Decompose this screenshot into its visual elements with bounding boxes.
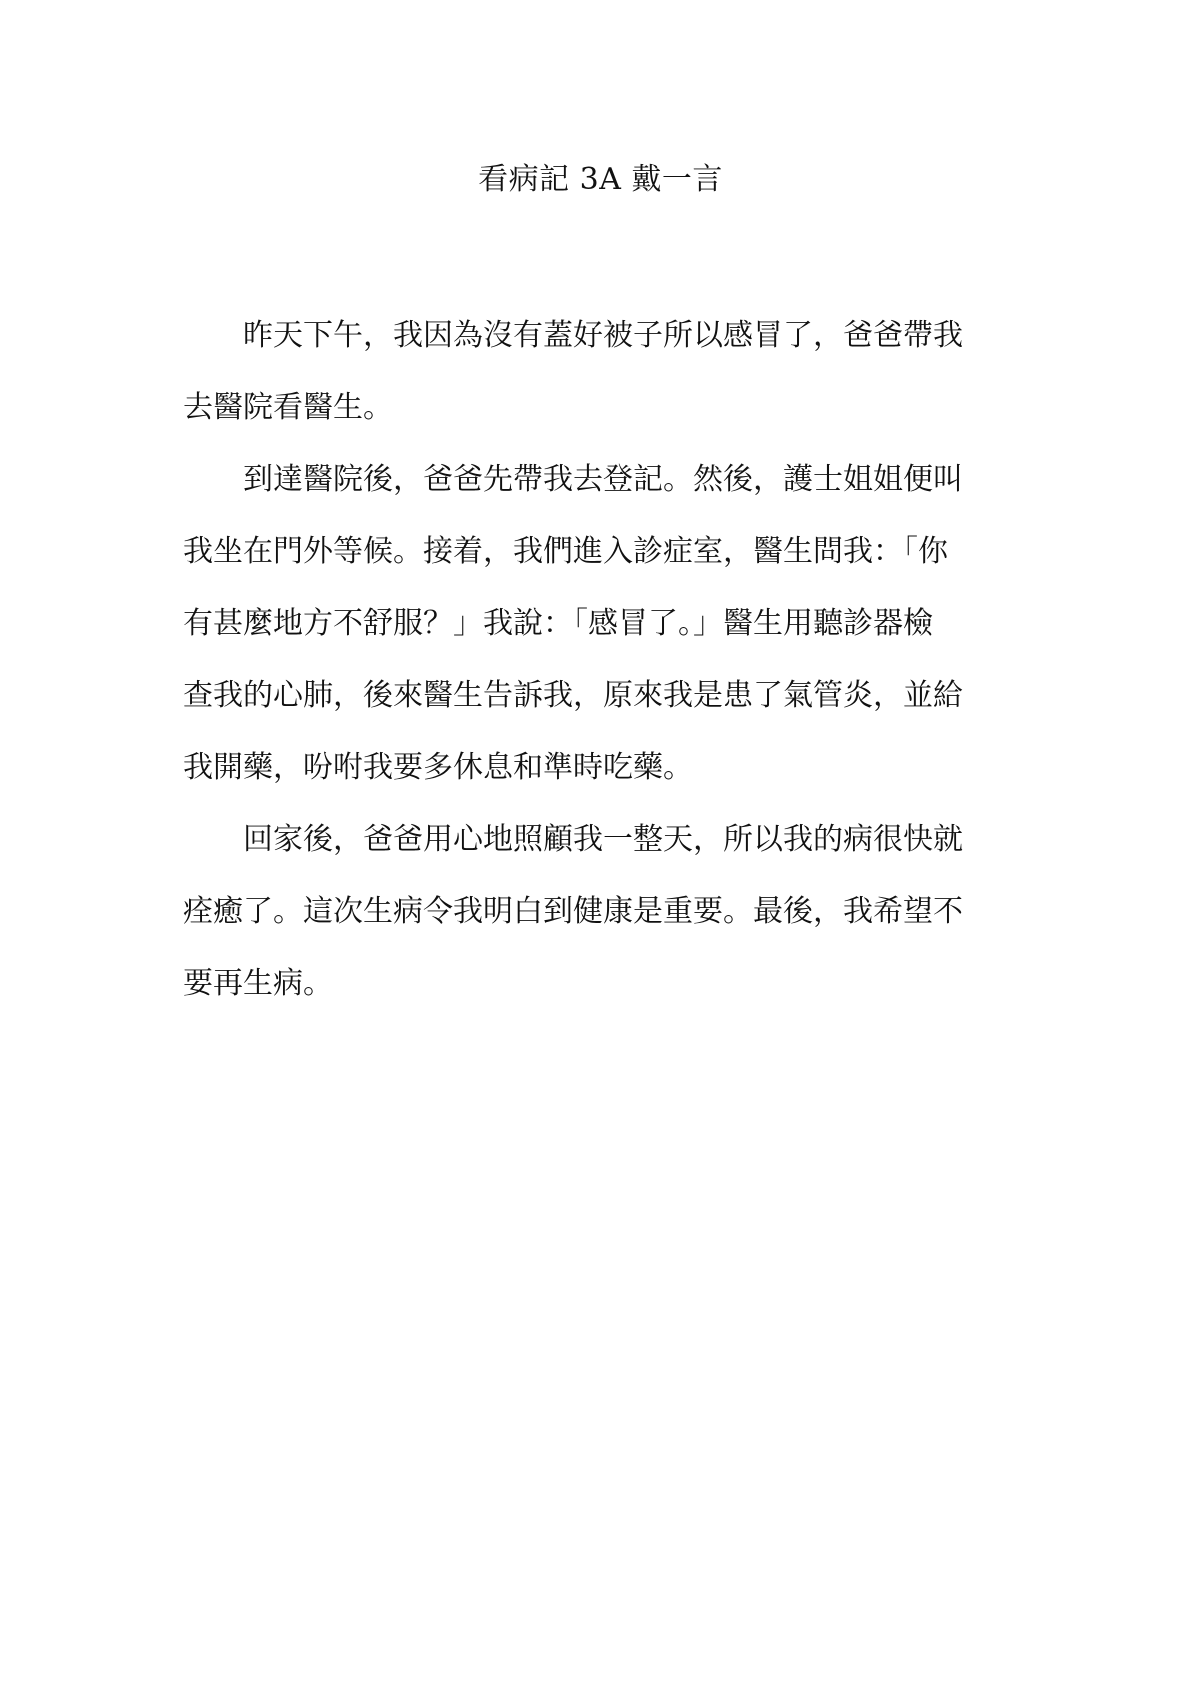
paragraph-3-line-1: 回家後，爸爸用心地照顧我一整天，所以我的病很快就 [243,822,963,857]
paragraph-2-line-4: 查我的心肺，後來醫生告訴我，原來我是患了氣管炎，並給 [183,678,963,713]
paragraph-2 [183,444,1025,804]
paragraph-2-line-5: 我開藥，吩咐我要多休息和準時吃藥。 [183,750,693,785]
paragraph-2-line-2: 我坐在門外等候。接着，我們進入診症室，醫生問我：「你 [183,534,948,569]
paragraph-1-line-1: 昨天下午，我因為沒有蓋好被子所以感冒了，爸爸帶我 [243,318,963,353]
paragraph-3 [183,804,1025,1020]
document-title: 看病記 3A 戴一言 [478,162,723,197]
paragraph-3-line-3: 要再生病。 [183,966,333,1001]
document-body [183,300,1025,1020]
paragraph-1-line-2: 去醫院看醫生。 [183,390,393,425]
paragraph-2-line-1: 到達醫院後，爸爸先帶我去登記。然後，護士姐姐便叫 [243,462,963,497]
paragraph-1 [183,300,1025,444]
paragraph-2-line-3: 有甚麼地方不舒服？」我說：「感冒了。」醫生用聽診器檢 [183,606,933,641]
paragraph-3-line-2: 痊癒了。這次生病令我明白到健康是重要。最後，我希望不 [183,894,963,929]
